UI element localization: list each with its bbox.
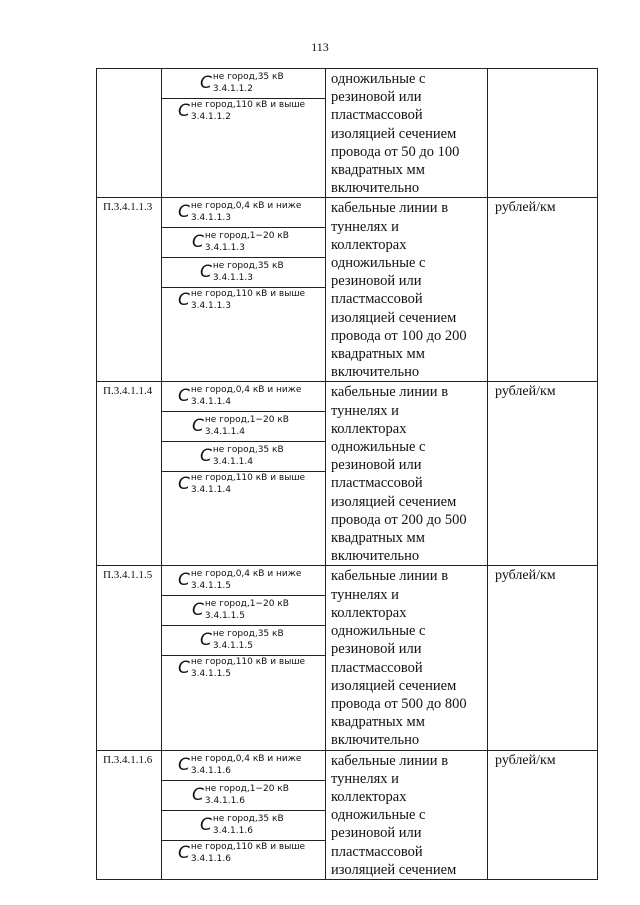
formula-item	[162, 656, 325, 737]
description-line: включительно	[331, 732, 420, 749]
description-line: коллекторах	[331, 788, 407, 805]
formula-superscript: не город,110 кВ и выше	[190, 100, 306, 110]
description-line: провода от 50 до 100	[331, 143, 460, 160]
formula-symbol: C	[178, 101, 190, 121]
description-line: квадратных мм	[331, 714, 425, 731]
formula-symbol: C	[178, 658, 190, 679]
description-line: включительно	[331, 364, 420, 381]
formula-subscript: 3.4.1.1.2	[212, 84, 253, 94]
formula-item	[162, 99, 325, 193]
formula-item	[162, 198, 325, 228]
formula-superscript: не город,1−20 кВ	[204, 599, 289, 610]
row-code: П.3.4.1.1.6	[97, 750, 162, 879]
table-row	[97, 750, 598, 879]
cost-formula	[200, 446, 284, 467]
description-line: одножильные с	[331, 807, 426, 824]
formula-symbol: C	[192, 600, 204, 621]
formula-subscript: 3.4.1.1.4	[190, 397, 231, 408]
formula-symbol: C	[178, 754, 190, 775]
formula-superscript: не город,1−20 кВ	[204, 415, 289, 426]
table-row	[97, 69, 598, 198]
description-line: кабельные линии в	[331, 752, 449, 769]
description-line: резиновой или	[331, 825, 422, 842]
description-line: включительно	[331, 180, 420, 197]
formula-item	[162, 382, 325, 412]
row-description	[326, 382, 488, 566]
formula-subscript: 3.4.1.1.3	[212, 273, 253, 284]
description-line: квадратных мм	[331, 530, 425, 547]
formula-symbol: C	[200, 446, 212, 467]
formula-item	[162, 228, 325, 258]
formula-cell	[162, 69, 326, 198]
description-line: коллекторах	[331, 604, 407, 621]
description-line: квадратных мм	[331, 162, 425, 179]
formula-subscript: 3.4.1.1.6	[204, 795, 245, 806]
formula-subscript: 3.4.1.1.5	[190, 581, 231, 592]
row-unit: рублей/км	[488, 566, 598, 750]
description-line: кабельные линии в	[331, 568, 449, 585]
formula-subscript: 3.4.1.1.3	[204, 243, 245, 254]
formula-item	[162, 751, 325, 781]
cost-formula	[178, 290, 305, 311]
description-line: пластмассовой	[331, 107, 423, 124]
formula-item	[162, 841, 325, 874]
cost-formula	[200, 262, 284, 283]
row-description	[326, 69, 488, 198]
row-unit: рублей/км	[488, 198, 598, 382]
cost-formula	[200, 630, 284, 651]
row-code: П.3.4.1.1.5	[97, 566, 162, 750]
description-line: резиновой или	[331, 641, 422, 658]
description-line: туннелях и	[331, 586, 399, 603]
formula-subscript: 3.4.1.1.5	[190, 669, 231, 680]
description-line: пластмассовой	[331, 843, 423, 860]
formula-subscript: 3.4.1.1.4	[190, 485, 231, 496]
description-line: пластмассовой	[331, 475, 423, 492]
row-description	[326, 566, 488, 750]
description-line: кабельные линии в	[331, 200, 449, 217]
tariff-table	[96, 68, 598, 880]
formula-item	[162, 811, 325, 841]
description-line: одножильные с	[331, 255, 426, 272]
formula-cell	[162, 566, 326, 750]
formula-subscript: 3.4.1.1.6	[190, 853, 231, 864]
formula-item	[162, 412, 325, 442]
description-line: одножильные с	[331, 623, 426, 640]
description-line: кабельные линии в	[331, 384, 449, 401]
description-line: туннелях и	[331, 402, 399, 419]
description-line: провода от 200 до 500	[331, 511, 467, 528]
formula-symbol: C	[200, 630, 212, 651]
formula-item	[162, 626, 325, 656]
description-line: изоляцией сечением	[331, 677, 457, 694]
cost-formula	[178, 755, 301, 776]
formula-cell	[162, 198, 326, 382]
formula-superscript: не город,35 кВ	[212, 629, 284, 640]
description-line: изоляцией сечением	[331, 125, 457, 142]
formula-item	[162, 69, 325, 99]
formula-superscript: не город,0,4 кВ и ниже	[190, 385, 302, 396]
formula-superscript: не город,35 кВ	[212, 261, 284, 272]
table-row	[97, 566, 598, 750]
description-line: туннелях и	[331, 770, 399, 787]
description-line: провода от 100 до 200	[331, 327, 467, 344]
formula-symbol: C	[178, 474, 190, 495]
formula-symbol: C	[200, 814, 212, 835]
formula-symbol: C	[192, 416, 204, 437]
cost-formula	[192, 785, 289, 806]
row-unit: рублей/км	[488, 750, 598, 879]
formula-subscript: 3.4.1.1.3	[190, 213, 231, 224]
cost-formula	[192, 416, 289, 437]
row-description	[326, 750, 488, 879]
formula-subscript: 3.4.1.1.3	[190, 301, 231, 312]
cost-formula	[192, 600, 289, 621]
cost-formula	[178, 386, 301, 407]
cost-formula	[178, 570, 301, 591]
formula-superscript: не город,0,4 кВ и ниже	[190, 569, 302, 580]
formula-subscript: 3.4.1.1.4	[204, 427, 245, 438]
formula-superscript: не город,1−20 кВ	[204, 231, 289, 242]
description-line: резиновой или	[331, 89, 422, 106]
formula-item	[162, 781, 325, 811]
formula-symbol: C	[200, 73, 212, 93]
formula-superscript: не город,35 кВ	[212, 445, 284, 456]
cost-formula	[178, 202, 301, 223]
cost-formula	[178, 658, 305, 679]
cost-formula	[192, 232, 289, 253]
description-line: включительно	[331, 548, 420, 565]
description-line: провода от 500 до 800	[331, 695, 467, 712]
formula-subscript: 3.4.1.1.5	[212, 641, 253, 652]
row-code: П.3.4.1.1.4	[97, 382, 162, 566]
formula-superscript: не город,35 кВ	[212, 72, 284, 82]
page-number: 113	[311, 40, 329, 54]
formula-cell	[162, 382, 326, 566]
description-line: изоляцией сечением	[331, 861, 457, 878]
formula-item	[162, 288, 325, 369]
description-line: изоляцией сечением	[331, 493, 457, 510]
formula-subscript: 3.4.1.1.6	[212, 825, 253, 836]
formula-subscript: 3.4.1.1.5	[204, 611, 245, 622]
formula-item	[162, 442, 325, 472]
description-line: пластмассовой	[331, 659, 423, 676]
formula-item	[162, 566, 325, 596]
formula-subscript: 3.4.1.1.2	[190, 112, 231, 122]
cost-formula	[200, 73, 284, 94]
row-unit: рублей/км	[488, 382, 598, 566]
formula-superscript: не город,35 кВ	[212, 813, 284, 824]
formula-superscript: не город,0,4 кВ и ниже	[190, 753, 302, 764]
formula-symbol: C	[178, 842, 190, 863]
description-line: одножильные с	[331, 439, 426, 456]
description-line: одножильные с	[331, 71, 426, 87]
row-description	[326, 198, 488, 382]
formula-item	[162, 258, 325, 288]
cost-formula	[178, 843, 305, 864]
row-code	[97, 69, 162, 198]
formula-superscript: не город,1−20 кВ	[204, 783, 289, 794]
formula-subscript: 3.4.1.1.4	[212, 457, 253, 468]
formula-superscript: не город,110 кВ и выше	[190, 841, 306, 852]
formula-item	[162, 472, 325, 553]
description-line: коллекторах	[331, 420, 407, 437]
row-code: П.3.4.1.1.3	[97, 198, 162, 382]
formula-superscript: не город,0,4 кВ и ниже	[190, 201, 302, 212]
cost-formula	[178, 101, 305, 122]
formula-item	[162, 596, 325, 626]
table-row	[97, 382, 598, 566]
table-row	[97, 198, 598, 382]
formula-symbol: C	[178, 386, 190, 407]
description-line: квадратных мм	[331, 346, 425, 363]
formula-symbol: C	[178, 202, 190, 223]
formula-symbol: C	[178, 570, 190, 591]
cost-formula	[200, 815, 284, 836]
formula-symbol: C	[192, 232, 204, 253]
formula-subscript: 3.4.1.1.6	[190, 765, 231, 776]
formula-symbol: C	[178, 290, 190, 311]
formula-superscript: не город,110 кВ и выше	[190, 289, 306, 300]
formula-superscript: не город,110 кВ и выше	[190, 657, 306, 668]
table-body	[97, 69, 598, 880]
description-line: резиновой или	[331, 273, 422, 290]
description-line: коллекторах	[331, 236, 407, 253]
description-line: туннелях и	[331, 218, 399, 235]
description-line: пластмассовой	[331, 291, 423, 308]
formula-symbol: C	[200, 262, 212, 283]
formula-superscript: не город,110 кВ и выше	[190, 473, 306, 484]
description-line: резиновой или	[331, 457, 422, 474]
description-line: изоляцией сечением	[331, 309, 457, 326]
row-unit	[488, 69, 598, 198]
formula-cell	[162, 750, 326, 879]
formula-symbol: C	[192, 784, 204, 805]
cost-formula	[178, 474, 305, 495]
